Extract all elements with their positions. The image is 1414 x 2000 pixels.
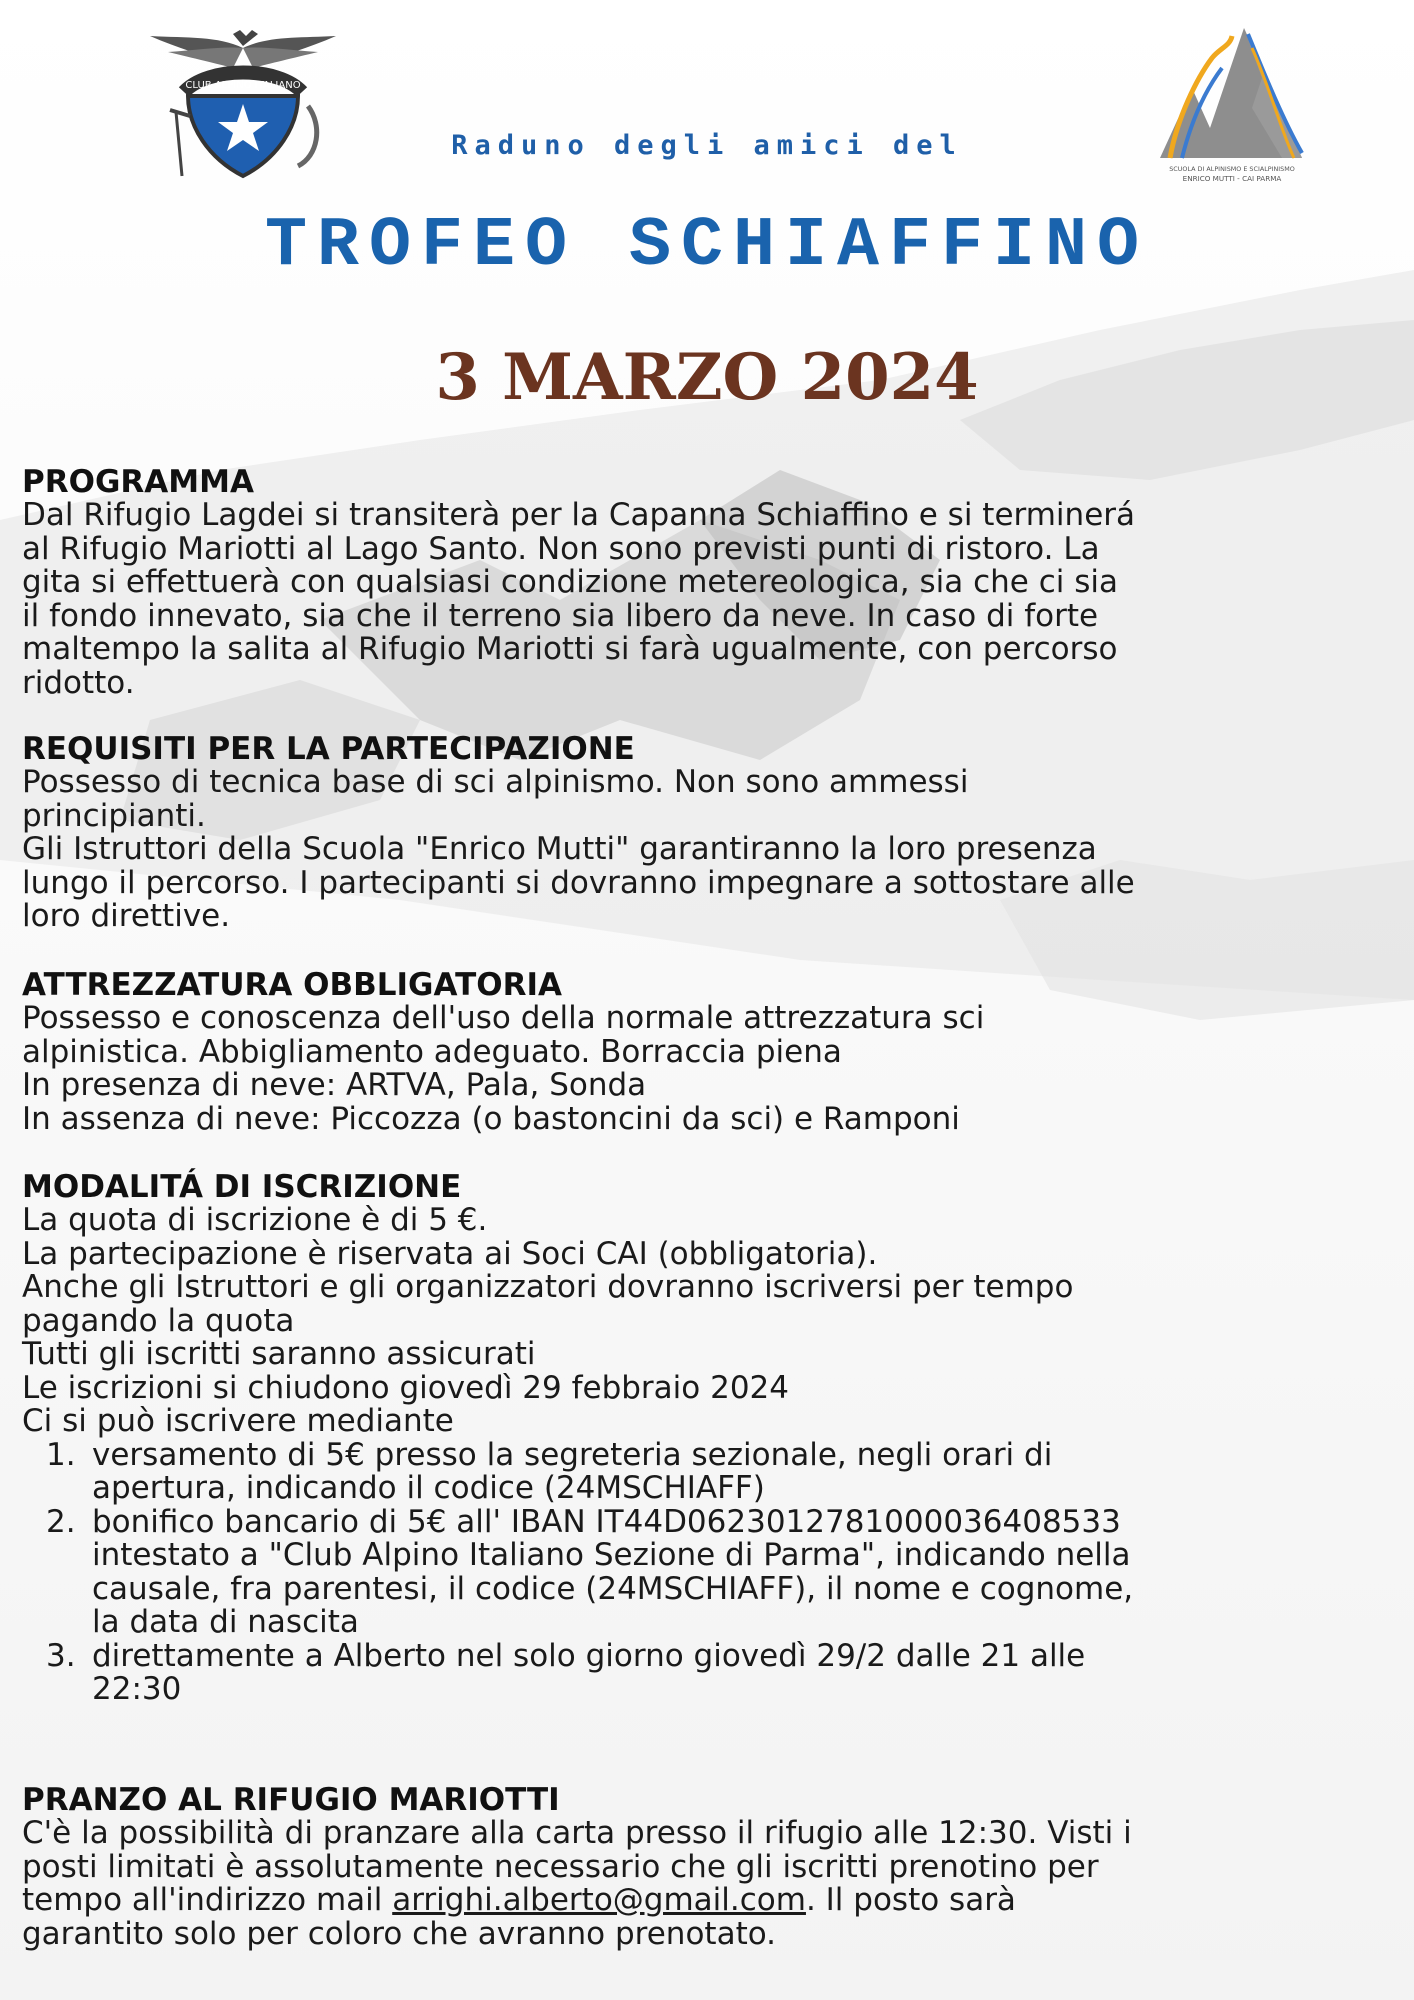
scuola-mutti-logo-line1: SCUOLA DI ALPINISMO E SCIALPINISMO (1169, 165, 1295, 173)
list-item-number: 2. (46, 1503, 76, 1540)
text-line: gita si effettuerà con qualsiasi condizione metereologica, sia che ci sia (22, 564, 1118, 600)
subtitle: Raduno degli amici del (451, 130, 963, 161)
text-line: La partecipazione è riservata ai Soci CAI (obbligatoria). (22, 1235, 878, 1272)
section-heading: PRANZO AL RIFUGIO MARIOTTI (22, 1782, 560, 1818)
text-line: Gli Istruttori della Scuola "Enrico Mutti" garantiranno la loro presenza (22, 831, 1097, 867)
text-line: maltempo la salita al Rifugio Mariotti si farà ugualmente, con percorso (22, 631, 1118, 667)
section-pranzo (22, 1783, 1372, 1951)
text-line: apertura, indicando il codice (24MSCHIAFF) (92, 1470, 765, 1506)
text-line: posti limitati è assolutamente necessario che gli iscritti prenotino per (22, 1848, 1099, 1885)
text-line: Dal Rifugio Lagdei si transiterà per la Capanna Schiaffino e si terminerá (22, 497, 1136, 533)
registration-steps (22, 1436, 1372, 1707)
text-line: alpinistica. Abbigliamento adeguato. Borraccia piena (22, 1033, 842, 1070)
text-line: al Rifugio Mariotti al Lago Santo. Non sono previsti punti di ristoro. La (22, 530, 1100, 567)
section-heading: ATTREZZATURA OBBLIGATORIA (22, 967, 562, 1003)
text-line: direttamente a Alberto nel solo giorno giovedì 29/2 dalle 21 alle (92, 1637, 1086, 1674)
scuola-mutti-logo-line2: ENRICO MUTTI - CAI PARMA (1182, 174, 1282, 183)
text-line: C'è la possibilità di pranzare alla carta presso il rifugio alle 12:30. Visti i (22, 1815, 1132, 1851)
email-link[interactable]: arrighi.alberto@gmail.com (392, 1882, 806, 1918)
text-fragment: . Il posto sarà (805, 1882, 1016, 1918)
text-line: bonifico bancario di 5€ all' IBAN IT44D0623012781000036408533 (92, 1503, 1121, 1540)
page-title: TROFEO SCHIAFFINO (264, 207, 1150, 286)
list-item-number: 3. (46, 1637, 76, 1674)
list-item (22, 1436, 1372, 1506)
text-line (22, 1884, 1372, 1918)
text-line: 22:30 (92, 1671, 182, 1707)
text-line: garantito solo per coloro che avranno prenotato. (22, 1915, 777, 1952)
section-programma (22, 465, 1372, 700)
event-date: 3 MARZO 2024 (435, 340, 979, 415)
text-line: pagando la quota (22, 1302, 295, 1339)
text-line: ridotto. (22, 664, 135, 701)
list-item (22, 1503, 1372, 1640)
text-line: In presenza di neve: ARTVA, Pala, Sonda (22, 1067, 647, 1103)
text-line: il fondo innevato, sia che il terreno sia libero da neve. In caso di forte (22, 597, 1099, 634)
section-heading: MODALITÁ DI ISCRIZIONE (22, 1169, 462, 1205)
text-line: intestato a "Club Alpino Italiano Sezione di Parma", indicando nella (92, 1537, 1131, 1573)
text-line: In assenza di neve: Piccozza (o bastoncini da sci) e Ramponi (22, 1100, 960, 1137)
scuola-mutti-logo (1152, 18, 1312, 192)
text-line: lungo il percorso. I partecipanti si dovranno impegnare a sottostare alle (22, 864, 1135, 901)
section-iscrizione (22, 1170, 1372, 1707)
list-item-number: 1. (46, 1436, 76, 1473)
list-item (22, 1637, 1372, 1707)
cai-logo-text: CLUB ALPINO ITALIANO (185, 80, 301, 91)
text-line: Anche gli Istruttori e gli organizzatori dovranno iscriversi per tempo (22, 1269, 1074, 1305)
text-line: Tutti gli iscritti saranno assicurati (22, 1336, 536, 1372)
text-line: Ci si può iscrivere mediante (22, 1403, 454, 1439)
section-heading: REQUISITI PER LA PARTECIPAZIONE (22, 731, 635, 767)
section-attrezzatura (22, 968, 1372, 1136)
text-line: causale, fra parentesi, il codice (24MSCHIAFF), il nome e cognome, (92, 1570, 1134, 1607)
text-line: La quota di iscrizione è di 5 €. (22, 1202, 488, 1238)
text-line: Possesso di tecnica base di sci alpinismo. Non sono ammessi (22, 764, 969, 800)
text-line: versamento di 5€ presso la segreteria sezionale, negli orari di (92, 1436, 1053, 1473)
section-heading: PROGRAMMA (22, 464, 254, 500)
text-line: loro direttive. (22, 898, 231, 934)
text-line: Le iscrizioni si chiudono giovedì 29 febbraio 2024 (22, 1369, 789, 1406)
section-requisiti (22, 732, 1372, 934)
text-line: Possesso e conoscenza dell'uso della normale attrezzatura sci (22, 1000, 985, 1036)
text-line: la data di nascita (92, 1604, 359, 1640)
text-fragment: tempo all'indirizzo mail (22, 1882, 393, 1918)
text-line: principianti. (22, 797, 206, 834)
